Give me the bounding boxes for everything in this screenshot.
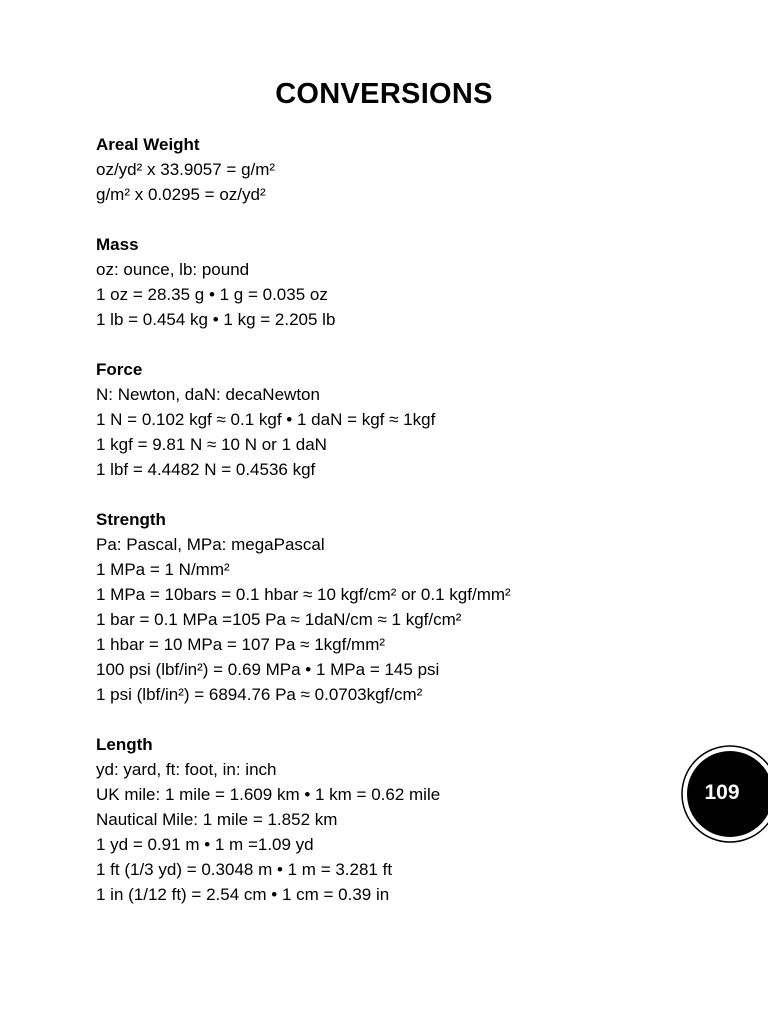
conversion-line: Pa: Pascal, MPa: megaPascal — [96, 535, 325, 554]
section-heading: Mass — [96, 235, 139, 254]
section-length — [96, 732, 676, 907]
conversion-line: N: Newton, daN: decaNewton — [96, 385, 320, 404]
section-heading: Strength — [96, 510, 166, 529]
conversion-line: 1 N = 0.102 kgf ≈ 0.1 kgf • 1 daN = kgf ≈ 1kgf — [96, 410, 436, 429]
conversion-line: g/m² x 0.0295 = oz/yd² — [96, 185, 266, 204]
conversion-line: 1 hbar = 10 MPa = 107 Pa ≈ 1kgf/mm² — [96, 635, 386, 654]
conversion-line: 1 kgf = 9.81 N ≈ 10 N or 1 daN — [96, 435, 327, 454]
section-heading: Force — [96, 360, 143, 379]
conversion-line: 1 oz = 28.35 g • 1 g = 0.035 oz — [96, 285, 328, 304]
conversion-line: 100 psi (lbf/in²) = 0.69 MPa • 1 MPa = 145 psi — [96, 660, 440, 679]
page-number: 109 — [704, 781, 740, 804]
conversion-line: 1 MPa = 1 N/mm² — [96, 560, 230, 579]
conversion-line: oz/yd² x 33.9057 = g/m² — [96, 160, 276, 179]
section-heading: Length — [96, 735, 153, 754]
conversion-line: 1 psi (lbf/in²) = 6894.76 Pa ≈ 0.0703kgf/cm² — [96, 685, 423, 704]
section-force — [96, 357, 676, 482]
section-areal-weight — [96, 132, 676, 207]
conversion-line: 1 lb = 0.454 kg • 1 kg = 2.205 lb — [96, 310, 336, 329]
conversion-line: 1 lbf = 4.4482 N = 0.4536 kgf — [96, 460, 316, 479]
page-title: CONVERSIONS — [275, 78, 493, 110]
section-heading: Areal Weight — [96, 135, 200, 154]
conversion-line: 1 in (1/12 ft) = 2.54 cm • 1 cm = 0.39 in — [96, 885, 390, 904]
section-strength — [96, 507, 676, 707]
conversion-line: 1 ft (1/3 yd) = 0.3048 m • 1 m = 3.281 ft — [96, 860, 393, 879]
page-number-badge — [680, 744, 768, 844]
conversion-line: Nautical Mile: 1 mile = 1.852 km — [96, 810, 338, 829]
conversion-line: 1 yd = 0.91 m • 1 m =1.09 yd — [96, 835, 314, 854]
conversion-content — [96, 132, 676, 932]
conversion-line: 1 bar = 0.1 MPa =105 Pa ≈ 1daN/cm ≈ 1 kgf/cm² — [96, 610, 462, 629]
conversion-line: UK mile: 1 mile = 1.609 km • 1 km = 0.62 mile — [96, 785, 441, 804]
section-mass — [96, 232, 676, 332]
conversion-line: oz: ounce, lb: pound — [96, 260, 250, 279]
conversion-line: yd: yard, ft: foot, in: inch — [96, 760, 277, 779]
conversion-line: 1 MPa = 10bars = 0.1 hbar ≈ 10 kgf/cm² or 0.1 kgf/mm² — [96, 585, 511, 604]
